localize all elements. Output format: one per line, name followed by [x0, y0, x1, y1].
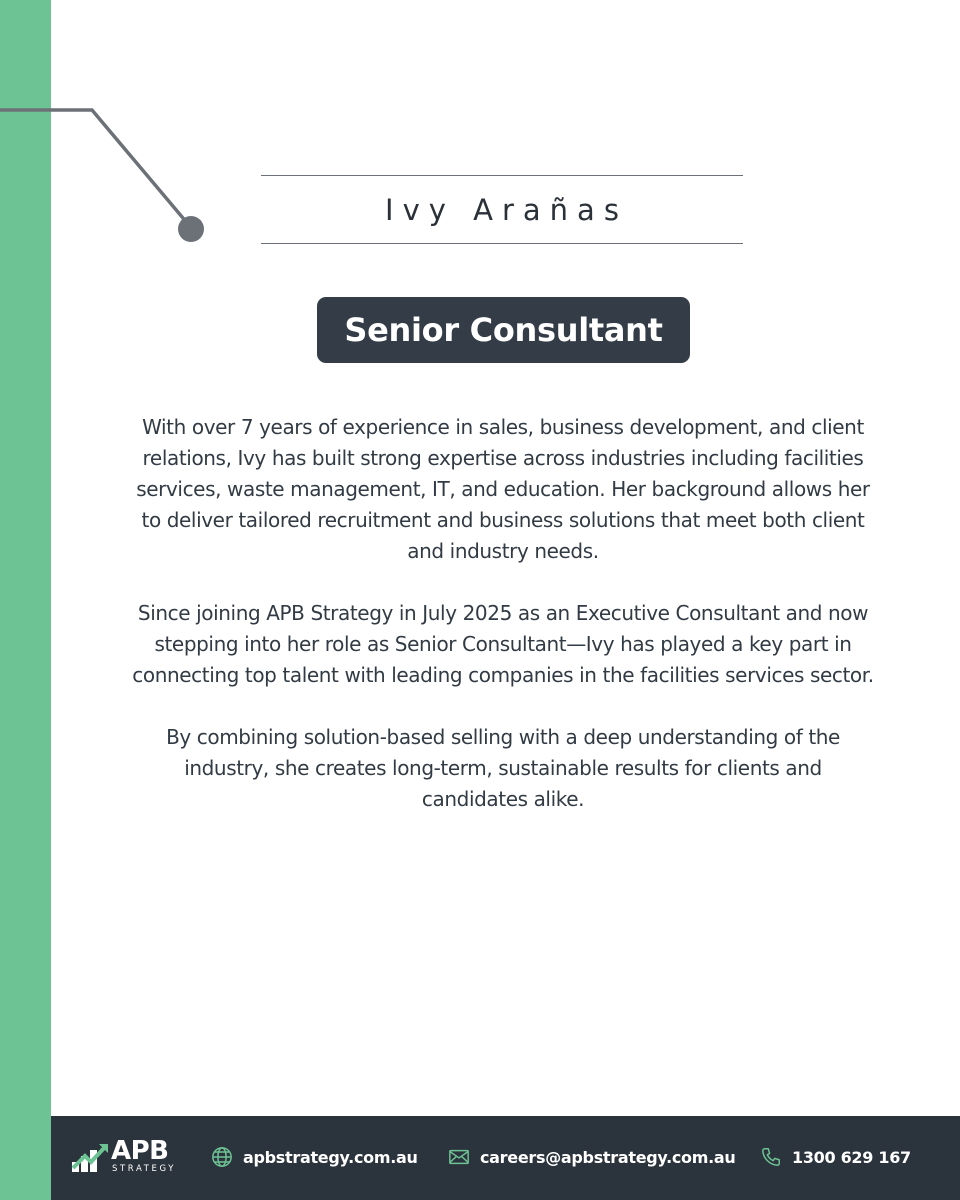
website-text: apbstrategy.com.au — [243, 1147, 418, 1167]
globe-icon — [211, 1146, 233, 1168]
company-logo[interactable] — [71, 1136, 183, 1178]
phone-icon — [760, 1146, 782, 1168]
name-block — [261, 175, 743, 244]
person-name: Ivy Arañas — [385, 192, 628, 227]
logo-chart-icon — [71, 1142, 109, 1174]
email-link[interactable] — [448, 1144, 735, 1170]
bio-section — [130, 412, 876, 846]
bio-paragraph: By combining solution-based selling with a deep understanding of the industry, she creates long-term, sustainable results for clients and candidates alike. — [166, 725, 840, 811]
website-link[interactable] — [211, 1144, 418, 1170]
role-title: Senior Consultant — [344, 311, 663, 349]
bio-paragraph: With over 7 years of experience in sales, business development, and client relations, Ivy has built strong expertise across industries including facilities services, waste management, IT, and education. Her background allows her to deliver tailored recruitment and business solutions that meet both client and industry needs. — [136, 415, 870, 563]
footer-bar — [51, 1116, 960, 1200]
bio-paragraph: Since joining APB Strategy in July 2025 as an Executive Consultant and now stepping into her role as Senior Consultant—Ivy has played a key part in connecting top talent with leading companies in the facilities services sector. — [132, 601, 874, 687]
phone-link[interactable] — [760, 1144, 911, 1170]
connector-line-decoration — [0, 0, 220, 260]
phone-text: 1300 629 167 — [792, 1147, 911, 1167]
role-badge — [317, 297, 690, 363]
envelope-icon — [448, 1146, 470, 1168]
logo-wordmark: APB — [111, 1136, 169, 1166]
logo-tagline: STRATEGY — [112, 1164, 177, 1174]
email-text: careers@apbstrategy.com.au — [480, 1147, 736, 1167]
